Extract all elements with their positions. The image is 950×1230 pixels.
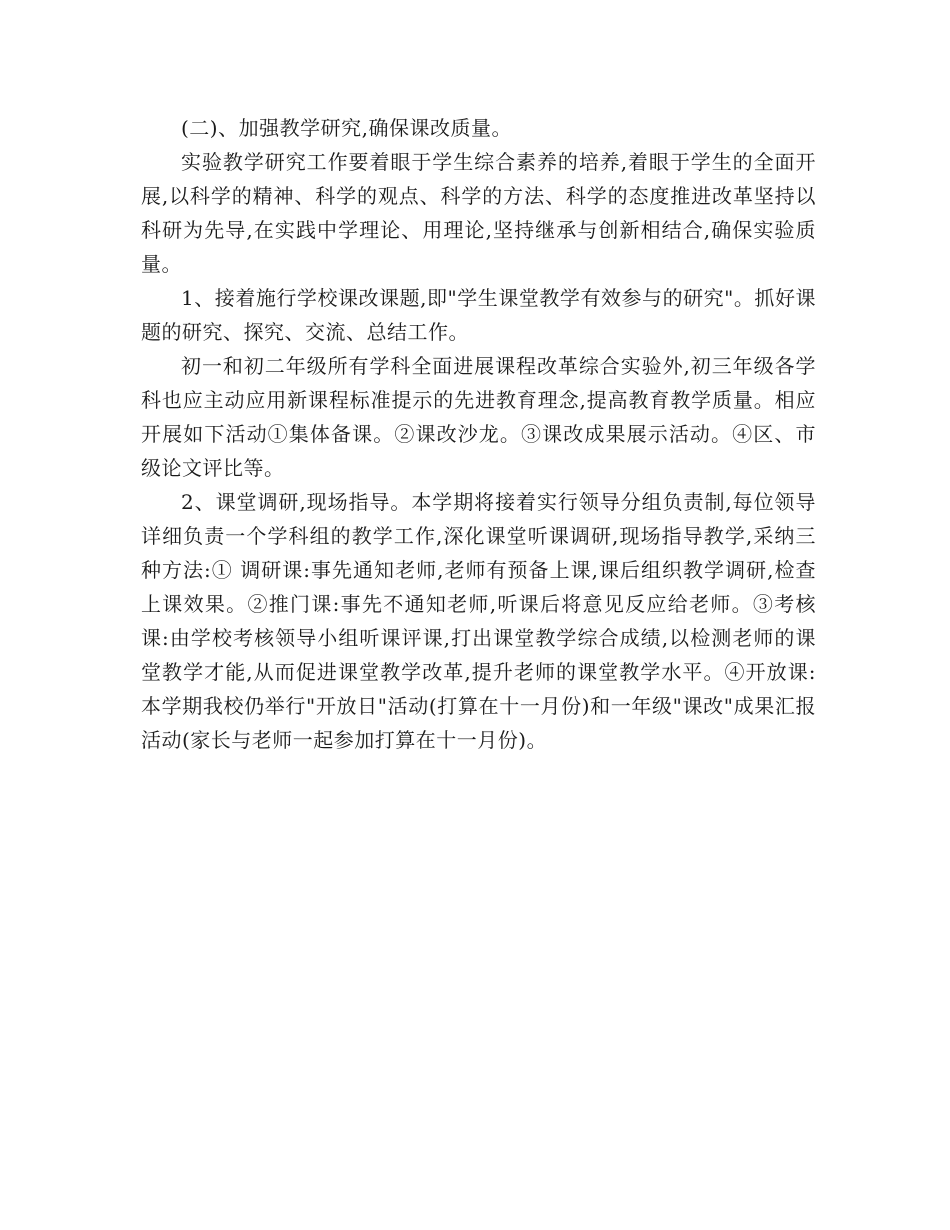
paragraph-classroom-research: 2、课堂调研,现场指导。本学期将接着实行领导分组负责制,每位领导详细负责一个学科组的教学工作,深化课堂听课调研,现场指导教学,采纳三种方法:① 调研课:事先通知老师,老师有预备上课,课后组织教学调研,检查上课效果。②推门课:事先不通知老师,听课后将意见反应给老师。③考核课:由学校考核领导小组听课评课,打出课堂教学综合成绩,以检测老师的课堂教学才能,从而促进课堂教学改革,提升老师的课堂教学水平。④开放课:本学期我校仍举行"开放日"活动(打算在十一月份)和一年级"课改"成果汇报活动(家长与老师一起参加打算在十一月份)。 — [141, 490, 816, 752]
paragraph-grade-activities: 初一和初二年级所有学科全面进展课程改革综合实验外,初三年级各学科也应主动应用新课程标准提示的先进教育理念,提高教育教学质量。相应开展如下活动①集体备课。②课改沙龙。③课改成果展示活动。④区、市级论文评比等。 — [141, 354, 816, 480]
document-body — [141, 111, 816, 757]
paragraph-curriculum-topic: 1、接着施行学校课改课题,即"学生课堂教学有效参与的研究"。抓好课题的研究、探究、交流、总结工作。 — [141, 286, 816, 344]
paragraph-experiment-research: 实验教学研究工作要着眼于学生综合素养的培养,着眼于学生的全面开展,以科学的精神、科学的观点、科学的方法、科学的态度推进改革坚持以科研为先导,在实践中学理论、用理论,坚持继承与创新相结合,确保实验质量。 — [141, 150, 816, 276]
section-heading: (二)、加强教学研究,确保课改质量。 — [181, 116, 512, 140]
